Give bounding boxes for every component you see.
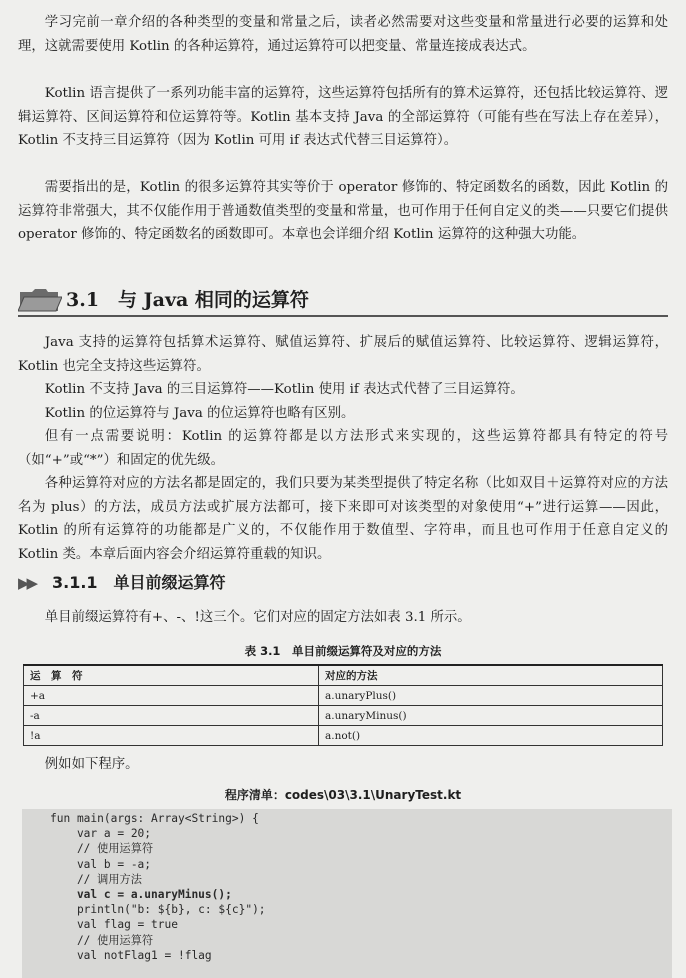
table-header-row (24, 665, 663, 686)
table-header-operator: 运 算 符 (24, 665, 319, 686)
section-heading (18, 285, 668, 317)
table-cell-method: a.not() (319, 726, 663, 746)
code-line: // 使用运算符 (50, 842, 154, 856)
subsection-title: 3.1.1 单目前缀运算符 (52, 573, 226, 592)
intro-paragraph-3: 需要指出的是，Kotlin 的很多运算符其实等价于 operator 修饰的、特定函数名的函数，因此 Kotlin 的运算符非常强大，其不仅能作用于普通数值类型的变量和常量，也可作用于任何自定义的类——只要它们提供 operator 修饰的、特定函数名的函数即可。本章也会详细介绍 Kotlin 运算符的这种强大功能。 (18, 180, 668, 242)
table-cell-operator: +a (24, 686, 319, 706)
code-line-highlighted: val c = a.unaryMinus(); (50, 888, 232, 902)
code-line: println("b: ${b}, c: ${c}"); (50, 903, 266, 917)
table-cell-method: a.unaryMinus() (319, 706, 663, 726)
table-cell-operator: !a (24, 726, 319, 746)
intro-paragraph-1: 学习完前一章介绍的各种类型的变量和常量之后，读者必然需要对这些变量和常量进行必要的运算和处理，这就需要使用 Kotlin 的各种运算符，通过运算符可以把变量、常量连接成表达式。 (18, 15, 668, 54)
table-header-method: 对应的方法 (319, 665, 663, 686)
subsection-paragraph: 单目前缀运算符有+、-、!这三个。它们对应的固定方法如表 3.1 所示。 (44, 610, 471, 625)
code-line: val notFlag1 = !flag (50, 948, 212, 962)
section-paragraph-1: Java 支持的运算符包括算术运算符、赋值运算符、扩展后的赋值运算符、比较运算符、逻辑运算符，Kotlin 也完全支持这些运算符。 (18, 335, 668, 374)
code-line: // 使用运算符 (50, 933, 154, 947)
subsection-heading (18, 571, 668, 597)
code-line: var a = 20; (50, 827, 152, 841)
table-cell-method: a.unaryPlus() (319, 686, 663, 706)
example-intro: 例如如下程序。 (44, 757, 139, 772)
double-arrow-icon: ▶▶ (18, 574, 36, 592)
code-line: val flag = true (50, 918, 178, 932)
table-cell-operator: -a (24, 706, 319, 726)
folder-icon (18, 287, 62, 313)
table-caption: 表 3.1 单目前缀运算符及对应的方法 (244, 644, 442, 658)
table-row (24, 706, 663, 726)
operator-table (23, 664, 663, 746)
section-underline (18, 315, 668, 317)
section-title: 3.1 与 Java 相同的运算符 (66, 289, 309, 311)
table-row (24, 726, 663, 746)
code-line: // 调用方法 (50, 872, 142, 886)
section-paragraph-2: Kotlin 不支持 Java 的三目运算符——Kotlin 使用 if 表达式代替了三目运算符。 (44, 382, 524, 397)
code-listing (22, 809, 672, 978)
listing-caption: 程序清单：codes\03\3.1\UnaryTest.kt (224, 788, 462, 802)
section-paragraph-3: Kotlin 的位运算符与 Java 的位运算符也略有区别。 (44, 406, 355, 421)
section-paragraph-5: 各种运算符对应的方法名都是固定的，我们只要为某类型提供了特定名称（比如双目＋运算符对应的方法名为 plus）的方法，成员方法或扩展方法都可，接下来即可对该类型的对象使用“+”进行运算——因此，Kotlin 的所有运算符的功能都是广义的，不仅能作用于数值型、字符串，而且也可作用于任意自定义的 Kotlin 类。本章后面内容会介绍运算符重载的知识。 (18, 476, 668, 562)
table-row (24, 686, 663, 706)
section-paragraph-4: 但有一点需要说明：Kotlin 的运算符都是以方法形式来实现的，这些运算符都具有特定的符号（如“+”或“*”）和固定的优先级。 (18, 429, 668, 468)
intro-paragraph-2: Kotlin 语言提供了一系列功能丰富的运算符，这些运算符包括所有的算术运算符，还包括比较运算符、逻辑运算符、区间运算符和位运算符等。Kotlin 基本支持 Java 的全部运算符（可能有些在写法上存在差异），Kotlin 不支持三目运算符（因为 Kotlin 可用 if 表达式代替三目运算符）。 (18, 86, 668, 148)
code-line: fun main(args: Array<String>) { (50, 812, 259, 825)
code-line: val b = -a; (50, 857, 152, 871)
